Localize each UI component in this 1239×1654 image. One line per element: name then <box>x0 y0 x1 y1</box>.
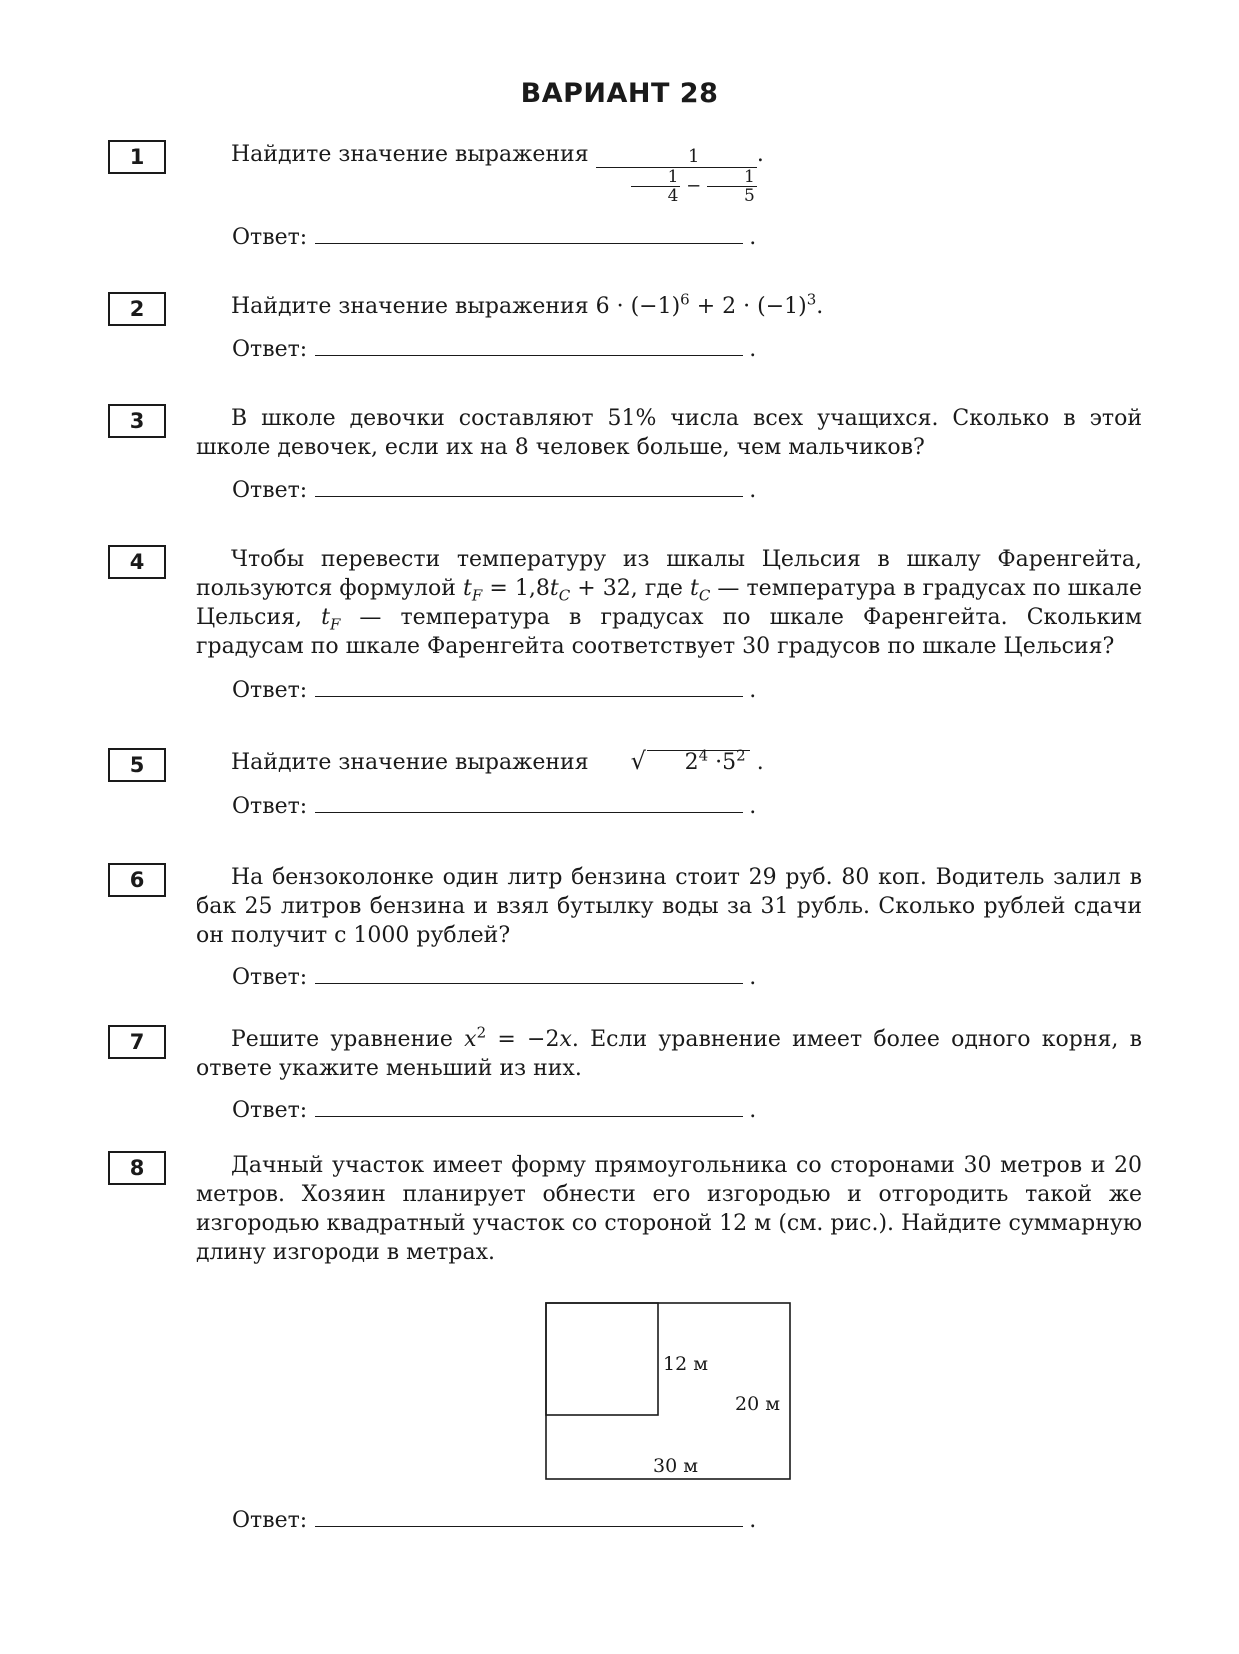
label-12m: 12 м <box>663 1353 708 1375</box>
answer-field[interactable]: Ответ: . <box>232 1508 757 1533</box>
task-text: В школе девочки составляют 51% числа всех учащихся. Сколько в этой школе девочек, если их на 8 человек больше, чем мальчиков? <box>196 406 1142 460</box>
answer-field[interactable]: Ответ: . <box>232 965 757 990</box>
answer-field[interactable]: Ответ: . <box>232 794 757 819</box>
task-number: 8 <box>108 1151 166 1185</box>
fraction: 1 $\frac{1}{4}$ − $\frac{1}{5}$ <box>596 147 757 205</box>
task-text: Найдите значение выражения $6 \cdot (-1)^6 + 2 \cdot (-1)^3$. <box>231 290 824 319</box>
answer-field[interactable]: Ответ: . <box>232 225 757 250</box>
task-text: Решите уравнение $x^2 = -2x$. Если уравнение имеет более одного корня, в ответе укажите меньший из них. <box>196 1023 1142 1081</box>
task-number: 7 <box>108 1025 166 1059</box>
square-plot <box>546 1303 658 1415</box>
label-30m: 30 м <box>653 1455 698 1477</box>
task-text: Найдите значение выражения 1 $\frac{1}{4}$ − $\frac{1}{5}$ . <box>231 142 764 206</box>
answer-field[interactable]: Ответ: . <box>232 1098 757 1123</box>
task-text: Найдите значение выражения √ $2^4 \cdot 5^2$ . <box>231 746 764 775</box>
task-number: 4 <box>108 545 166 579</box>
task-text: Дачный участок имеет форму прямоугольника со сторонами 30 метров и 20 метров. Хозяин планирует обнести его изгородью и отгородить такой же изгородью квадратный участок со стороной 12 м (см. рис.). Найдите суммарную длину изгороди в метрах. <box>196 1153 1142 1265</box>
plot-outline <box>546 1303 790 1479</box>
answer-line[interactable] <box>315 967 743 984</box>
answer-line[interactable] <box>315 1100 743 1117</box>
task-number: 5 <box>108 748 166 782</box>
answer-line[interactable] <box>315 339 743 356</box>
task-number: 6 <box>108 863 166 897</box>
answer-line[interactable] <box>315 227 743 244</box>
answer-line[interactable] <box>315 796 743 813</box>
answer-field[interactable]: Ответ: . <box>232 678 757 703</box>
answer-line[interactable] <box>315 680 743 697</box>
answer-line[interactable] <box>315 480 743 497</box>
task-text: Чтобы перевести температуру из шкалы Цельсия в шкалу Фаренгейта, пользуются формулой $t_F = 1,8t_C + 32$, где $t_C$ — температура в градусах по шкале Цельсия, $t_F$ — температура в градусах по шкале Фаренгейта. Скольким градусам по шкале Фаренгейта соответствует 30 градусов по шкале Цельсия? <box>196 547 1142 659</box>
answer-line[interactable] <box>315 1510 743 1527</box>
task-number: 1 <box>108 140 166 174</box>
page-title: ВАРИАНТ 28 <box>520 78 719 109</box>
task-number: 3 <box>108 404 166 438</box>
plot-diagram <box>545 1302 795 1482</box>
square-root: √ $2^4 \cdot 5^2$ <box>596 748 750 777</box>
answer-field[interactable]: Ответ: . <box>232 478 757 503</box>
answer-field[interactable]: Ответ: . <box>232 337 757 362</box>
task-text: На бензоколонке один литр бензина стоит 29 руб. 80 коп. Водитель залил в бак 25 литров бензина и взял бутылку воды за 31 рубль. Сколько рублей сдачи он получит с 1000 рублей? <box>196 865 1142 948</box>
plot-figure <box>545 1302 795 1486</box>
label-20m: 20 м <box>735 1393 780 1415</box>
task-number: 2 <box>108 292 166 326</box>
